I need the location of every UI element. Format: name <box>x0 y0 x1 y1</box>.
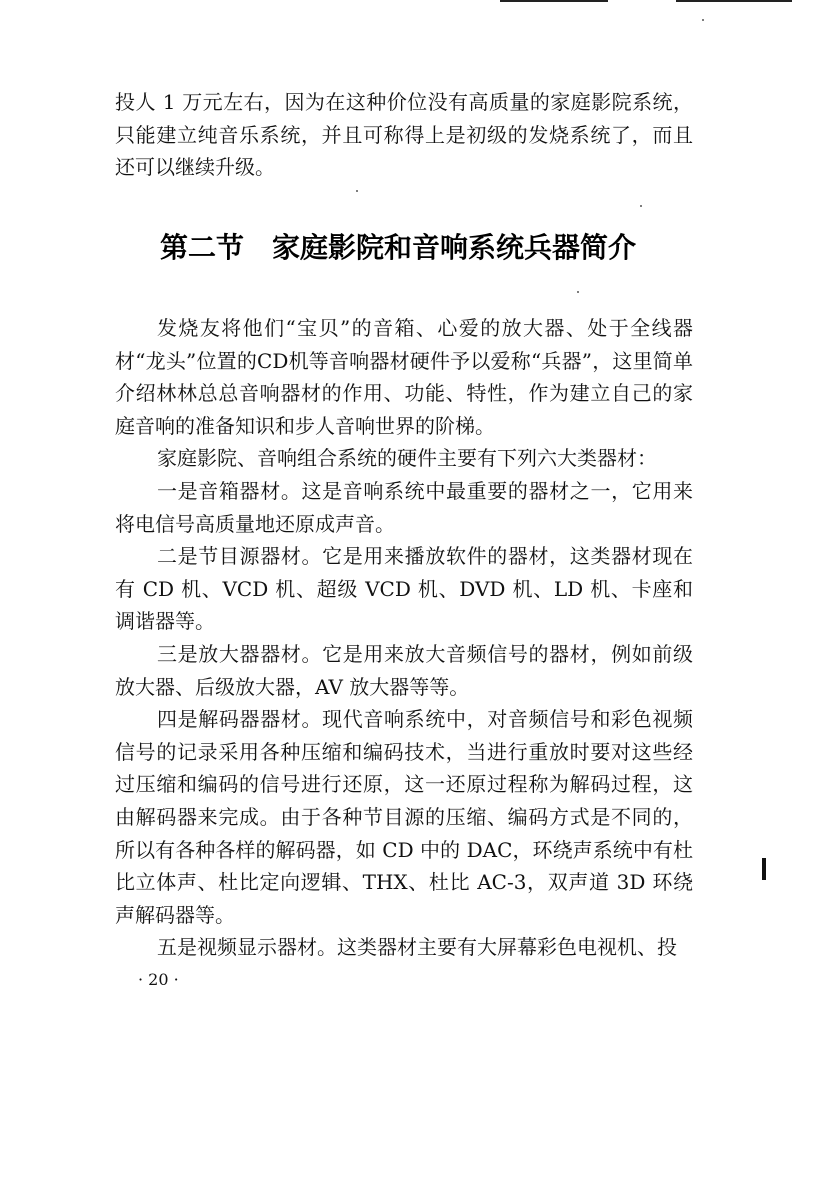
paragraph-amplifiers: 三是放大器器材。它是用来放大音频信号的器材，例如前级放大器、后级放大器，AV 放大器等等。 <box>115 641 693 699</box>
opening-text-block <box>115 86 693 184</box>
paragraph-categories: 家庭影院、音响组合系统的硬件主要有下列六大类器材： <box>157 446 657 471</box>
margin-scan-mark <box>762 858 766 880</box>
scan-speck <box>640 205 642 207</box>
section-heading: 第二节 家庭影院和音响系统兵器简介 <box>160 231 637 264</box>
paragraph-decoders: 四是解码器器材。现代音响系统中，对音频信号和彩色视频信号的记录采用各种压缩和编码技术，当进行重放时要对这些经过压缩和编码的信号进行还原，这一还原过程称为解码过程，这由解码器来完成。由于各种节目源的压缩、编码方式是不同的，所以有各种各样的解码器，如 CD 中的 DAC，环绕声系统中有杜比立体声、杜比定向逻辑、THX、杜比 AC-3，双声道 3D 环绕声解码器等。 <box>115 707 693 927</box>
paragraph-intro: 发烧友将他们“宝贝”的音箱、心爱的放大器、处于全线器材“龙头”位置的CD机等音响器材硬件予以爱称“兵器”，这里简单介绍林林总总音响器材的作用、功能、特性，作为建立自己的家庭音响的准备知识和步人音响世界的阶梯。 <box>115 316 693 438</box>
scan-speck <box>577 291 579 293</box>
top-edge-rule-right <box>676 0 792 2</box>
paragraph-video-display: 五是视频显示器材。这类器材主要有大屏幕彩色电视机、投 <box>157 935 677 960</box>
main-text-block <box>115 312 693 964</box>
opening-paragraph: 投人 1 万元左右，因为在这种价位没有高质量的家庭影院系统，只能建立纯音乐系统，并且可称得上是初级的发烧系统了，而且还可以继续升级。 <box>115 90 693 180</box>
page-number: · 20 · <box>138 970 179 989</box>
top-edge-rule <box>500 0 608 2</box>
paragraph-speakers: 一是音箱器材。这是音响系统中最重要的器材之一，它用来将电信号高质量地还原成声音。 <box>115 478 693 536</box>
scan-speck <box>356 190 358 192</box>
scan-speck <box>702 19 704 21</box>
paragraph-sources: 二是节目源器材。它是用来播放软件的器材，这类器材现在有 CD 机、VCD 机、超级 VCD 机、DVD 机、LD 机、卡座和调谐器等。 <box>115 544 693 634</box>
